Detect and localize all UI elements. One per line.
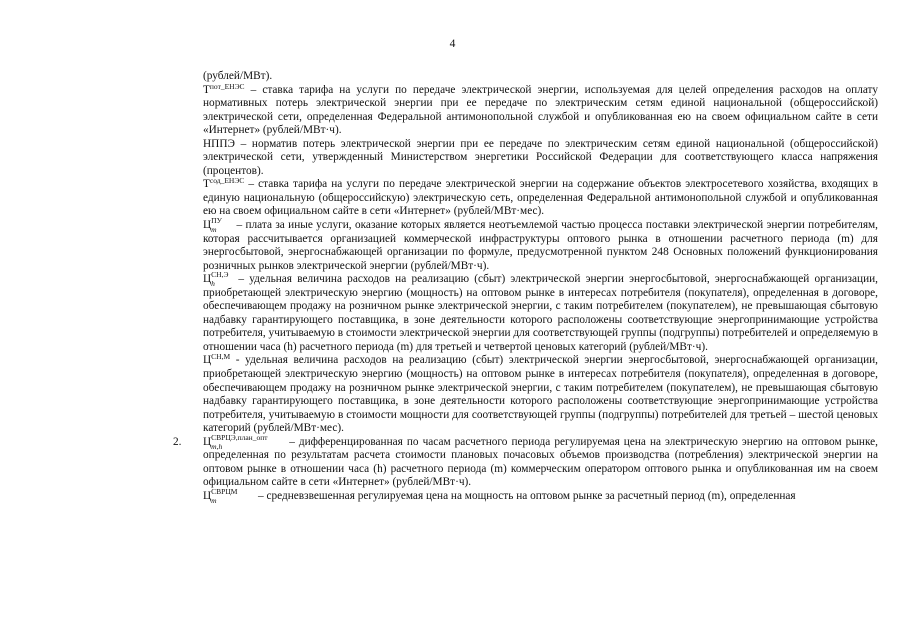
paragraph-nppe [203,138,878,179]
superscript: пот_ЕНЭС [209,81,245,91]
definition-text: – ставка тарифа на услуги по передаче электрической энергии на содержание объектов электросетевого хозяйства, входящих в единую национальную (общероссийскую) электрическую сеть, определенная Федеральной антимонопольной службой и опубликованная ею на своем официальном сайте в сети «Интернет» (рублей/МВт·мес). [203,178,878,218]
subscript: h [211,279,215,289]
paragraph-c-sn-e [203,270,878,354]
definition-text: - удельная величина расходов на реализацию (сбыт) электрической энергии энергосбытовой, энергоснабжающей организации, приобретающей электрическую энергию (мощность) на оптовом рынке в интересах потребителя (покупателя), определенная в договоре, обеспечивающем продажу на розничном рынке электрической энергии, с таким потребителем (покупателем), не превышающая сбытовую надбавку гарантирующего поставщика, в зоне деятельности которого расположены соответствующие энергопринимающие устройства потребителя, учитываемую в стоимости мощности для соответствующей группы (подгруппы) потребителей для третьей – шестой ценовых категорий (рублей/МВт·мес). [203,354,878,435]
symbol-t: Т [203,178,210,191]
page-number: 4 [449,38,456,50]
paragraph-c-sn-m [203,354,878,435]
superscript: ПУ [211,216,222,226]
paragraph-t-pot-enes [203,81,878,138]
symbol-c: Ц [203,219,212,232]
definition-text: НППЭ – норматив потерь электрической энергии при ее передаче по электрическим сетям единой национальной (общероссийской) электрической сети, утвержденный Министерством энергетики Российской Федерации для соответствующего класса напряжения (процентов). [203,137,878,177]
symbol-c: Ц [203,489,212,502]
symbol-t: Т [203,83,210,96]
document-body [173,70,878,505]
paragraph-item-2 [173,432,878,490]
superscript: СН,Э [211,270,229,280]
symbol-c: Ц [203,354,212,367]
definition-text: – ставка тарифа на услуги по передаче электрической энергии, используемая для целей определения расходов на оплату нормативных потерь электрической энергии при ее передаче по электрическим сетям единой национальной (общероссийской) электрической сети, определенная Федеральной антимонопольной службой и опубликованная ею на своем официальном сайте в сети «Интернет» (рублей/МВт·ч). [203,83,878,137]
definition-text: – средневзвешенная регулируемая цена на мощность на оптовом рынке за расчетный период (m), определенная [255,489,796,502]
definition-text: – дифференцированная по часам расчетного периода регулируемая цена на электрическую энергию на оптовом рынке, определенная по результатам расчета стоимости плановых почасовых объемов производства (потребления) электрической энергии на оптовом рынке в отношении часа (h) расчетного периода (m) коммерческим оператором оптового рынка и опубликованная им на своем официальном сайте в сети «Интернет» (рублей/МВт·ч). [203,435,878,489]
paragraph-t-sod-enes [203,178,878,219]
paragraph-c-svrcm [203,486,878,505]
definition-text: – плата за иные услуги, оказание которых является неотъемлемой частью процесса поставки электрической энергии потребителям, которая рассчитывается организацией коммерческой инфраструктуры оптового рынка в отношении расчетного периода (m) для энергосбытовой, энергоснабжающей организации по формуле, предусмотренной пунктом 248 Основных положений функционирования розничных рынков электрической энергии (рублей/МВт·ч). [203,219,878,272]
superscript: сод_ЕНЭС [209,176,245,186]
definition-text: – удельная величина расходов на реализацию (сбыт) электрической энергии энергосбытовой, энергоснабжающей организации, приобретающей электрическую энергию (мощность) на оптовом рынке в интересах потребителя (покупателя), определенная в договоре, обеспечивающем продажу на розничном рынке электрической энергии, с таким потребителем (покупателем), не превышающая сбытовую надбавку гарантирующего поставщика, в зоне деятельности которого расположены соответствующие энергопринимающие устройства потребителя, учитываемую в стоимости электрической энергии для соответствующей группы (подгруппы) потребителей и определяемую в отношении часа (h) расчетного периода (m) для третьей и четвертой ценовых категорий (рублей/МВт·ч). [203,273,878,353]
subscript: m [211,225,217,235]
subscript: m,h [211,441,223,451]
subscript: m [211,495,217,505]
list-item-number: 2. [173,435,182,448]
symbol-c: Ц [203,273,212,286]
paragraph-units-line: (рублей/МВт). [203,70,273,82]
symbol-c: Ц [203,435,212,448]
paragraph-c-pu [203,216,878,273]
superscript: СН,М [211,352,231,362]
superscript: СВРЦМ [211,486,238,496]
superscript: СВРЦЭ,план_опт [211,432,268,442]
